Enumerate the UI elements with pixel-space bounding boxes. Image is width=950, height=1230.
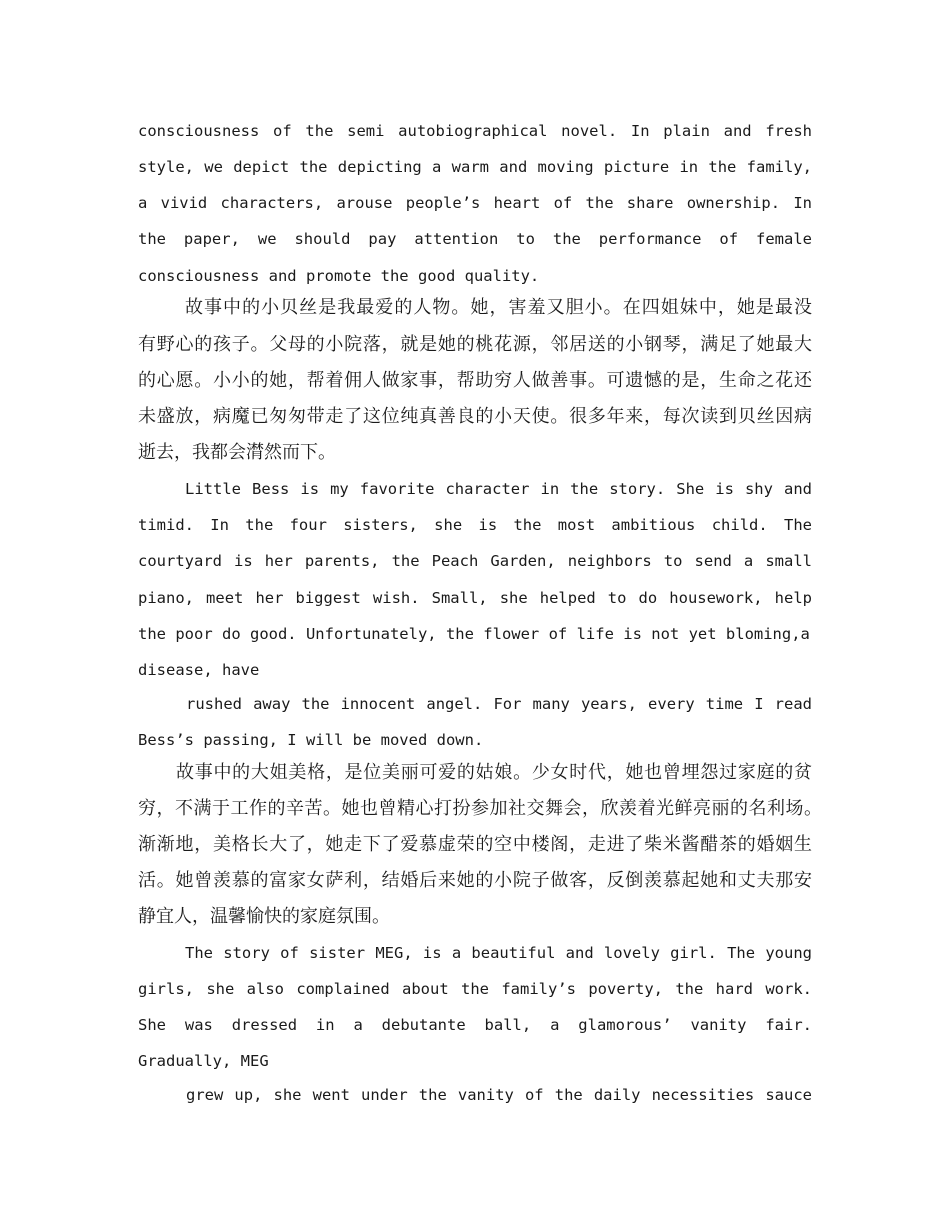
- text-line: Little Bess is my favorite character in the story. She is shy and: [185, 480, 812, 498]
- text-line: 渐渐地，美格长大了，她走下了爱慕虚荣的空中楼阁，走进了柴米酱醋茶的婚姻生: [138, 834, 812, 855]
- text-line: courtyard is her parents, the Peach Garden, neighbors to send a small: [138, 552, 812, 570]
- text-line: 故事中的小贝丝是我最爱的人物。她，害羞又胆小。在四姐妹中，她是最没: [185, 297, 812, 318]
- text-line: 活。她曾羡慕的富家女萨利，结婚后来她的小院子做客，反倒羡慕起她和丈夫那安: [138, 870, 812, 891]
- text-line: She was dressed in a debutante ball, a glamorous’ vanity fair.: [138, 1016, 812, 1034]
- text-line: 静宜人，温馨愉快的家庭氛围。: [138, 906, 390, 927]
- text-line: 的心愿。小小的她，帮着佣人做家事，帮助穷人做善事。可遗憾的是，生命之花还: [138, 370, 812, 391]
- text-line: Bess’s passing, I will be moved down.: [138, 731, 484, 749]
- text-line: 有野心的孩子。父母的小院落，就是她的桃花源，邻居送的小钢琴，满足了她最大: [138, 334, 812, 355]
- text-line: girls, she also complained about the family’s poverty, the hard work.: [138, 980, 812, 998]
- text-line: piano, meet her biggest wish. Small, she helped to do housework, help: [138, 589, 812, 607]
- text-line: grew up, she went under the vanity of the daily necessities sauce: [186, 1086, 812, 1104]
- text-line: 未盛放，病魔已匆匆带走了这位纯真善良的小天使。很多年来，每次读到贝丝因病: [138, 406, 812, 427]
- text-line: disease, have: [138, 661, 260, 679]
- text-line: the paper, we should pay attention to the performance of female: [138, 230, 812, 248]
- text-line: rushed away the innocent angel. For many years, every time I read: [186, 695, 812, 713]
- text-line: 逝去，我都会潸然而下。: [138, 442, 336, 463]
- text-line: timid. In the four sisters, she is the most ambitious child. The: [138, 516, 812, 534]
- text-line: consciousness and promote the good quality.: [138, 267, 540, 285]
- text-line: Gradually, MEG: [138, 1052, 269, 1070]
- text-line: The story of sister MEG, is a beautiful and lovely girl. The young: [185, 944, 812, 962]
- text-line: consciousness of the semi autobiographical novel. In plain and fresh: [138, 122, 812, 140]
- text-line: style, we depict the depicting a warm and moving picture in the family,: [138, 158, 812, 176]
- text-line: 故事中的大姐美格，是位美丽可爱的姑娘。少女时代，她也曾埋怨过家庭的贫: [176, 762, 812, 783]
- text-line: 穷，不满于工作的辛苦。她也曾精心打扮参加社交舞会，欣羡着光鲜亮丽的名利场。: [138, 798, 822, 819]
- text-line: the poor do good. Unfortunately, the flower of life is not yet bloming,a: [138, 625, 810, 643]
- text-line: a vivid characters, arouse people’s heart of the share ownership. In: [138, 194, 812, 212]
